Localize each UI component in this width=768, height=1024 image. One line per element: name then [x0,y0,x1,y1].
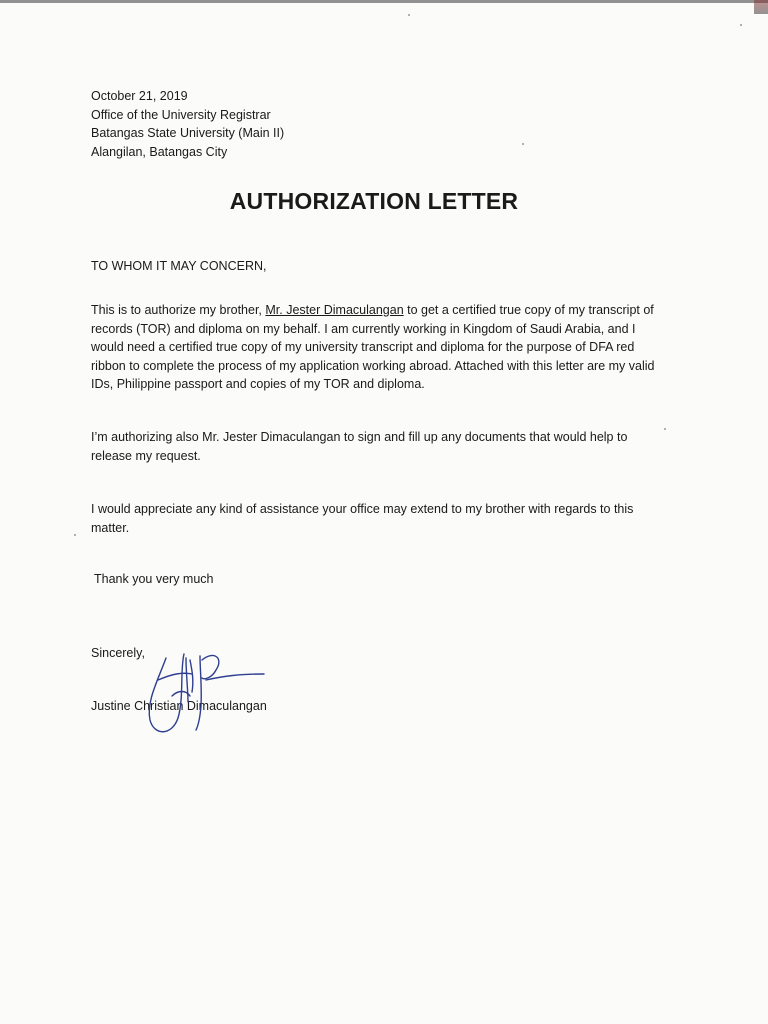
scan-speck [664,428,666,430]
scan-corner-mark [754,0,768,14]
scan-top-edge [0,0,768,3]
recipient-university: Batangas State University (Main II) [91,126,285,140]
scan-speck [74,534,76,536]
recipient-city: Alangilan, Batangas City [91,144,228,159]
closing-line: Sincerely, [91,646,145,660]
letter-header [91,87,284,161]
letter-title: AUTHORIZATION LETTER [229,188,519,214]
letter-date: October 21, 2019 [91,89,188,103]
scan-speck [740,24,742,26]
handwritten-signature [128,640,268,740]
scan-speck [408,14,410,16]
paragraph-authorization-prefix: This is to authorize my brother, [91,303,266,317]
scan-speck [522,143,524,145]
salutation: TO WHOM IT MAY CONCERN, [91,259,267,273]
paragraph-signing-authority: I’m authorizing also Mr. Jester Dimaculangan to sign and fill up any documents that would help to release my request. [91,430,628,463]
paragraph-authorization [91,301,666,394]
authorized-person-name: Mr. Jester Dimaculangan [265,303,404,317]
signer-name: Justine Christian Dimaculangan [91,699,267,713]
paragraph-appreciation: I would appreciate any kind of assistance your office may extend to my brother with regards to this matter. [91,502,634,535]
paragraph-authorization-suffix: to get a certified true copy of my transcript of records (TOR) and diploma on my behalf. I am currently working in Kingdom of Saudi Arabia, and I would need a certified true copy of my university transcript and diploma for the purpose of DFA red ribbon to complete the process of my application working abroad. Attached with this letter are my valid IDs, Philippine passport and copies of my TOR and diploma. [91,303,655,391]
thanks-line: Thank you very much [94,572,214,586]
recipient-office: Office of the University Registrar [91,107,271,122]
